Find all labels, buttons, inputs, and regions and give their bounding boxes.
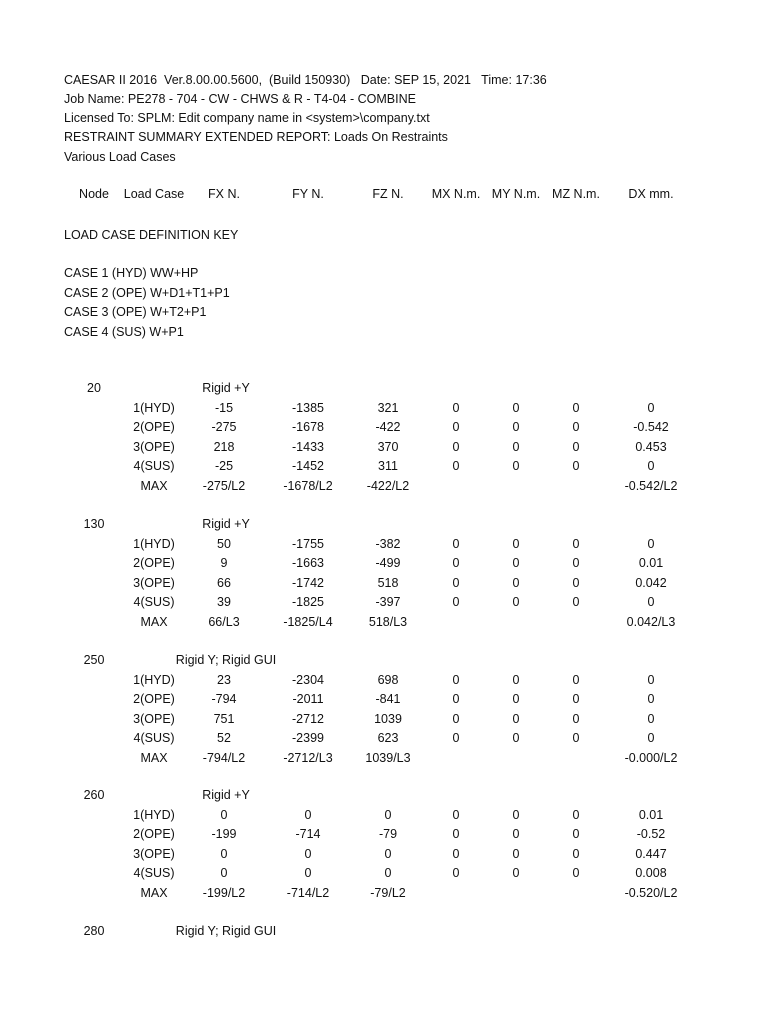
cell-fy: -1433 [292,439,324,454]
cell-fx: -199/L2 [202,885,246,900]
cell-load-case: MAX [140,614,168,629]
cell-load-case: MAX [140,885,168,900]
cell-fz: 518/L3 [368,614,408,629]
cell-load-case: 1(HYD) [133,807,175,822]
cell-fz: -422 [375,420,401,434]
cell-mz: 0 [572,439,580,454]
cell-fx: 50 [217,536,231,551]
cell-load-case: MAX [140,478,168,493]
node-number: 20 [87,381,101,395]
cell-mx: 0 [452,731,460,745]
report-header-subtitle: Various Load Cases [64,150,176,164]
cell-fz: 321 [377,400,399,415]
column-header-mx: MX N.m. [431,187,481,201]
cell-dx: -0.520/L2 [624,885,678,900]
cell-fx: -275/L2 [202,478,246,493]
cell-mz: 0 [572,420,580,434]
cell-fx: -25 [214,459,234,473]
cell-fx: 0 [220,846,228,861]
cell-mx: 0 [452,846,460,861]
cell-dx: 0 [647,711,655,726]
cell-my: 0 [512,575,520,590]
restraint-type: Rigid +Y [202,381,250,395]
load-case-key-item: CASE 2 (OPE) W+D1+T1+P1 [64,286,230,300]
node-number: 130 [83,517,105,531]
cell-fz: 698 [377,672,399,687]
report-header-license: Licensed To: SPLM: Edit company name in <system>\company.txt [64,111,430,125]
cell-fy: -2011 [292,692,324,706]
cell-fy: -1452 [292,459,324,473]
cell-load-case: 1(HYD) [133,672,175,687]
cell-mz: 0 [572,807,580,822]
cell-mz: 0 [572,459,580,473]
cell-fz: 0 [384,866,392,880]
cell-load-case: 4(SUS) [133,731,175,745]
cell-fx: -15 [214,400,234,415]
cell-my: 0 [512,846,520,861]
cell-my: 0 [512,556,520,570]
cell-dx: 0 [647,595,655,609]
cell-mz: 0 [572,731,580,745]
cell-fy: -1825 [292,595,324,609]
cell-mz: 0 [572,556,580,570]
cell-fz: 0 [384,846,392,861]
cell-fz: -397 [375,595,401,609]
cell-load-case: 2(OPE) [133,827,175,841]
cell-my: 0 [512,692,520,706]
cell-dx: 0.447 [635,846,667,861]
cell-mz: 0 [572,575,580,590]
cell-fy: 0 [304,846,312,861]
column-header-my: MY N.m. [491,187,541,201]
cell-mx: 0 [452,556,460,570]
cell-mx: 0 [452,711,460,726]
cell-dx: 0.01 [638,807,664,822]
cell-my: 0 [512,866,520,880]
cell-mx: 0 [452,575,460,590]
cell-fz: -382 [375,536,401,551]
cell-mz: 0 [572,827,580,841]
cell-fx: 9 [220,556,228,570]
cell-fy: -1755 [292,536,324,551]
cell-fy: -1385 [292,400,324,415]
cell-load-case: 1(HYD) [133,400,175,415]
cell-mz: 0 [572,672,580,687]
cell-fy: -1663 [292,556,324,570]
cell-dx: 0 [647,672,655,687]
cell-my: 0 [512,420,520,434]
cell-mz: 0 [572,866,580,880]
cell-fz: 623 [377,731,399,745]
cell-fz: 311 [378,459,398,473]
cell-fz: 1039/L3 [365,750,411,765]
cell-fx: 66 [217,575,231,590]
restraint-type: Rigid Y; Rigid GUI [175,653,277,667]
cell-load-case: 3(OPE) [133,439,175,454]
cell-dx: -0.52 [636,827,666,841]
cell-fx: 0 [220,807,228,822]
cell-mx: 0 [452,536,460,551]
cell-load-case: 2(OPE) [133,420,175,434]
cell-fy: 0 [304,866,312,880]
cell-dx: -0.542/L2 [624,478,678,493]
cell-my: 0 [512,439,520,454]
cell-dx: -0.542 [633,420,669,434]
cell-fx: -794/L2 [202,750,246,765]
cell-fz: -841 [375,692,401,706]
column-header-mz: MZ N.m. [552,187,600,201]
cell-mz: 0 [572,536,580,551]
cell-load-case: 2(OPE) [133,692,175,706]
cell-fz: 0 [384,807,392,822]
column-header-fy: FY N. [292,187,324,201]
cell-mx: 0 [452,827,460,841]
report-header-program: CAESAR II 2016 Ver.8.00.00.5600, (Build 150930) Date: SEP 15, 2021 Time: 17:36 [64,73,547,87]
cell-dx: 0.008 [635,866,667,880]
cell-fx: -794 [211,692,237,706]
cell-fx: 218 [213,439,235,454]
cell-dx: 0.042/L3 [626,614,676,629]
cell-fy: -714 [295,827,321,841]
cell-dx: 0.453 [635,439,667,454]
cell-mx: 0 [452,459,460,473]
restraint-type: Rigid +Y [202,788,250,802]
cell-fx: 39 [217,595,231,609]
cell-mx: 0 [452,420,460,434]
node-number: 280 [83,924,105,938]
load-case-key-item: CASE 1 (HYD) WW+HP [64,266,199,280]
cell-my: 0 [512,459,520,473]
cell-fz: 1039 [374,711,402,726]
cell-fz: -79 [378,827,398,841]
node-number: 260 [83,788,105,802]
report-header-job: Job Name: PE278 - 704 - CW - CHWS & R - T4-04 - COMBINE [64,92,416,106]
cell-mz: 0 [572,692,580,706]
cell-mz: 0 [572,595,580,609]
cell-mz: 0 [572,400,580,415]
cell-fy: -2712 [292,711,324,726]
column-header-dx: DX mm. [628,187,674,201]
cell-mx: 0 [452,595,460,609]
cell-dx: 0 [647,692,655,706]
cell-fz: 518 [377,575,399,590]
cell-fx: -199 [211,827,237,841]
cell-my: 0 [512,400,520,415]
cell-fz: -422/L2 [366,478,410,493]
cell-mx: 0 [452,692,460,706]
cell-fy: -2712/L3 [283,750,333,765]
cell-dx: 0 [647,400,655,415]
cell-dx: 0.01 [638,556,664,570]
cell-fx: 52 [217,731,231,745]
cell-mx: 0 [452,439,460,454]
cell-load-case: 3(OPE) [133,575,175,590]
cell-fy: -1678/L2 [283,478,333,493]
cell-fy: -1825/L4 [283,614,333,629]
node-number: 250 [83,653,105,667]
cell-my: 0 [512,672,520,687]
cell-fy: -1678 [292,420,324,434]
cell-mz: 0 [572,711,580,726]
cell-mx: 0 [452,866,460,880]
cell-mz: 0 [572,846,580,861]
cell-load-case: 3(OPE) [133,846,175,861]
report-header-title: RESTRAINT SUMMARY EXTENDED REPORT: Loads On Restraints [64,130,448,144]
cell-dx: 0 [647,536,655,551]
cell-load-case: 4(SUS) [133,866,175,880]
restraint-type: Rigid Y; Rigid GUI [175,924,277,938]
cell-fx: 23 [217,672,231,687]
restraint-type: Rigid +Y [202,517,250,531]
cell-load-case: 2(OPE) [133,556,175,570]
column-header-fz: FZ N. [372,187,404,201]
cell-load-case: 3(OPE) [133,711,175,726]
cell-load-case: 1(HYD) [133,536,175,551]
cell-fx: -275 [211,420,237,434]
cell-mx: 0 [452,807,460,822]
column-header-load-case: Load Case [123,187,185,201]
cell-load-case: 4(SUS) [133,595,175,609]
column-header-fx: FX N. [208,187,240,201]
cell-my: 0 [512,711,520,726]
cell-fx: 0 [220,866,228,880]
cell-fz: -499 [375,556,401,570]
cell-fy: 0 [304,807,312,822]
cell-fy: -714/L2 [286,885,330,900]
cell-load-case: MAX [140,750,168,765]
cell-load-case: 4(SUS) [133,459,175,473]
cell-dx: 0 [647,459,655,473]
cell-fz: -79/L2 [370,885,406,900]
cell-my: 0 [512,827,520,841]
cell-fy: -2399 [292,731,324,745]
cell-fx: 66/L3 [208,614,240,629]
cell-dx: 0 [647,731,655,745]
cell-my: 0 [512,731,520,745]
cell-my: 0 [512,807,520,822]
load-case-key-item: CASE 4 (SUS) W+P1 [64,325,184,339]
cell-my: 0 [512,536,520,551]
column-header-node: Node [79,187,109,201]
cell-my: 0 [512,595,520,609]
cell-mx: 0 [452,672,460,687]
cell-dx: 0.042 [635,575,667,590]
load-case-key-title: LOAD CASE DEFINITION KEY [64,228,239,242]
load-case-key-item: CASE 3 (OPE) W+T2+P1 [64,305,207,319]
cell-mx: 0 [452,400,460,415]
cell-fy: -2304 [292,672,324,687]
cell-fz: 370 [377,439,399,454]
cell-dx: -0.000/L2 [624,750,678,765]
cell-fy: -1742 [292,575,324,590]
cell-fx: 751 [213,711,235,726]
